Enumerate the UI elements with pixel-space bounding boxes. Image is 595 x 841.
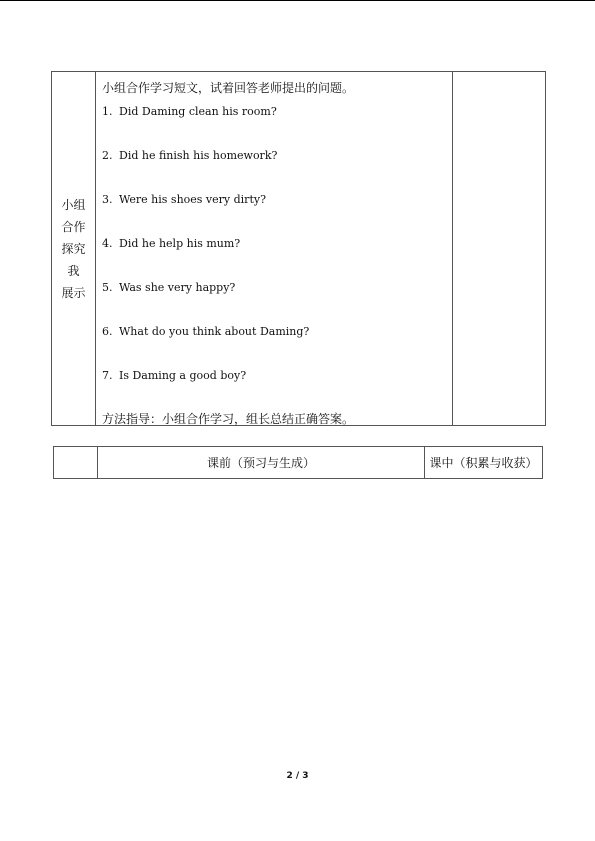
question-number: 4. [102, 237, 113, 250]
questions-cell [96, 72, 453, 426]
question-item [102, 237, 240, 250]
question-text: Did he finish his homework? [119, 149, 278, 162]
before-class-header: 课前（预习与生成） [98, 447, 425, 479]
question-text: Was she very happy? [119, 281, 236, 294]
question-item [102, 369, 246, 382]
side-label-cell [52, 72, 96, 426]
question-text: What do you think about Daming? [119, 325, 310, 338]
question-number: 2. [102, 149, 113, 162]
side-label-line: 合作 [61, 219, 86, 234]
question-number: 6. [102, 325, 113, 338]
question-item [102, 149, 277, 162]
notes-cell [453, 72, 546, 426]
question-item [102, 105, 277, 118]
method-guidance: 方法指导：小组合作学习，组长总结正确答案。 [102, 412, 355, 426]
in-class-header: 课中（积累与收获） [425, 447, 543, 479]
question-text: Did he help his mum? [119, 237, 241, 250]
question-text: Is Daming a good boy? [119, 369, 247, 382]
question-number: 7. [102, 369, 113, 382]
side-label-line: 探究 [61, 241, 86, 256]
section-header-table [53, 446, 543, 479]
side-label-line: 小组 [61, 197, 86, 212]
question-number: 5. [102, 281, 113, 294]
question-number: 3. [102, 193, 113, 206]
question-text: Did Daming clean his room? [119, 105, 277, 118]
page-number: 2 / 3 [286, 771, 309, 781]
side-label-line: 我 [67, 263, 80, 278]
blank-header-cell [54, 447, 98, 479]
question-number: 1. [102, 105, 113, 118]
question-item [102, 193, 266, 206]
question-item [102, 281, 235, 294]
question-item [102, 325, 309, 338]
question-text: Were his shoes very dirty? [119, 193, 266, 206]
side-label-line: 展示 [61, 285, 86, 300]
top-rule [0, 0, 595, 1]
intro-text: 小组合作学习短文，试着回答老师提出的问题。 [102, 81, 355, 95]
activity-table [51, 71, 546, 426]
